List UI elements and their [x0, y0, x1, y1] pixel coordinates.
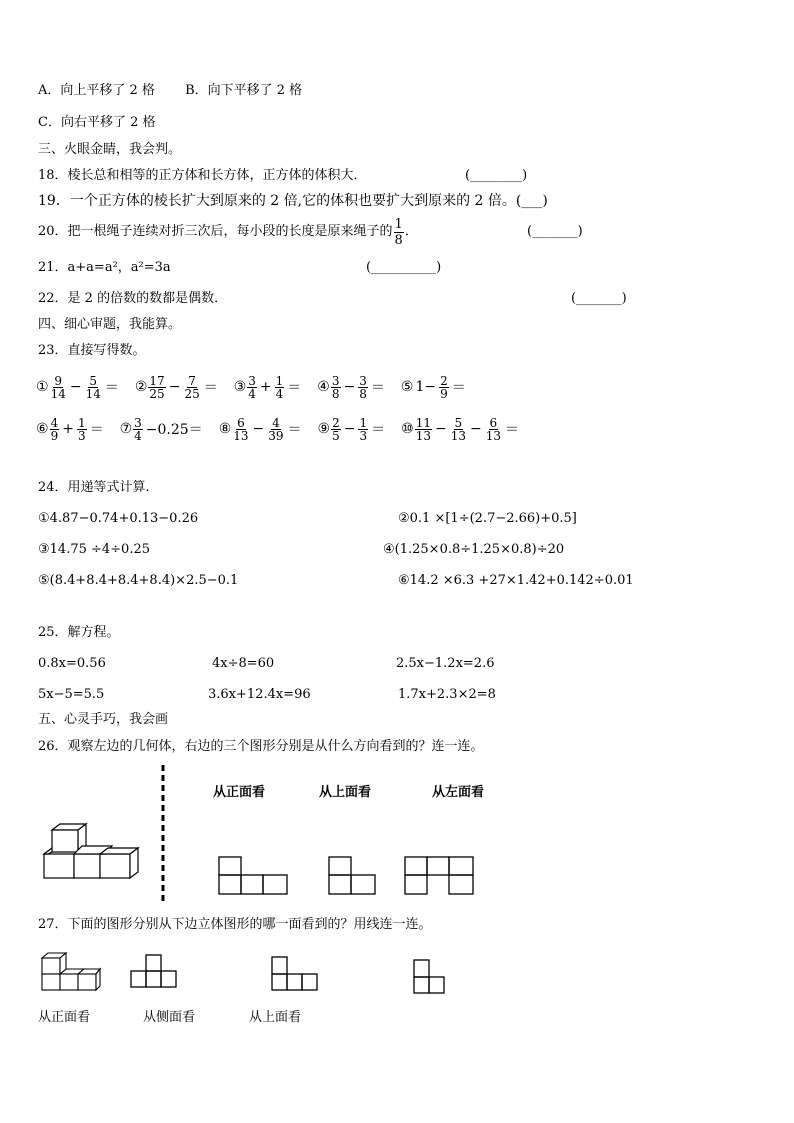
section-3-title: 三、火眼金睛，我会判。	[38, 142, 182, 157]
fraction-denominator: 5	[332, 428, 340, 443]
q27-view-shape-1[interactable]	[131, 955, 179, 991]
q23-item-8	[219, 417, 304, 442]
fraction-denominator: 14	[50, 386, 66, 401]
equation-4: 5x−5=5.5	[38, 687, 105, 702]
q23-item-7	[120, 417, 205, 442]
q23-operator: ＝	[505, 422, 519, 438]
q26-view-shape-3[interactable]	[405, 857, 475, 897]
q23-fraction	[331, 375, 341, 400]
q23-operator: ＝	[371, 422, 386, 438]
q23-item-5	[401, 375, 468, 400]
q24-item-6: ⑥14.2 ×6.3 +27×1.42+0.142÷0.01	[398, 573, 634, 588]
q23-fraction	[50, 417, 60, 442]
fraction-denominator: 4	[248, 386, 256, 401]
answer-blank-21[interactable]: (__________)	[366, 260, 442, 275]
q26-label-left: 从左面看	[432, 785, 485, 800]
q27-solid-figure	[40, 950, 102, 992]
option-a: A．向上平移了 2 格	[38, 83, 155, 98]
fraction-denominator: 13	[415, 428, 431, 443]
fraction-numerator: 6	[489, 415, 498, 430]
q26-solid-figure	[40, 820, 150, 882]
fraction-denominator: 13	[450, 428, 466, 443]
fraction-numerator: 1	[359, 415, 368, 430]
q23-item-2	[135, 375, 220, 400]
q24-item-1: ①4.87−0.74+0.13−0.26	[38, 511, 199, 526]
equation-1: 0.8x=0.56	[38, 656, 106, 671]
q23-fraction	[133, 417, 143, 442]
q27-view-shape-2[interactable]	[272, 957, 320, 993]
q23-item-1	[36, 375, 121, 400]
q23-item-number: ⑨	[317, 421, 331, 437]
fraction-denominator: 3	[359, 428, 368, 443]
question-18: 18．棱长总和相等的正方体和长方体，正方体的体积大．	[38, 168, 367, 183]
q23-operator: −	[343, 421, 356, 437]
fraction-denominator: 4	[134, 428, 142, 443]
fraction-numerator: 2	[440, 373, 448, 388]
q23-operator: −	[252, 421, 265, 437]
fraction-numerator: 4	[272, 415, 280, 430]
q23-item-number: ⑥	[36, 421, 49, 437]
q23-row-1	[36, 369, 482, 405]
q24-item-2: ②0.1 ×[1÷(2.7−2.66)+0.5]	[398, 511, 577, 526]
equation-5: 3.6x+12.4x=96	[208, 687, 311, 702]
q23-operator: ＝	[89, 422, 104, 438]
q27-label-top: 从上面看	[249, 1010, 302, 1025]
q23-fraction	[267, 417, 284, 442]
q23-fraction	[247, 375, 257, 400]
question-22: 22．是 2 的倍数的数都是偶数．	[38, 291, 228, 306]
q23-operator: +	[62, 421, 74, 437]
q23-item-9	[318, 417, 388, 442]
fraction-denominator: 4	[275, 386, 284, 401]
fraction-numerator: 5	[89, 373, 98, 388]
q23-item-4	[317, 375, 387, 400]
q27-label-front: 从正面看	[38, 1010, 91, 1025]
q23-fraction	[148, 375, 165, 400]
q23-operator: ＝	[370, 380, 385, 396]
q24-item-5: ⑤(8.4+8.4+8.4+8.4)×2.5−0.1	[38, 573, 239, 588]
q23-operator: −	[434, 421, 447, 437]
question-26: 26．观察左边的几何体，右边的三个图形分别是从什么方向看到的？连一连。	[38, 739, 484, 754]
q26-view-shape-2[interactable]	[329, 857, 377, 897]
q23-fraction	[439, 375, 449, 400]
q23-row-2	[36, 411, 535, 447]
q23-item-10	[401, 417, 521, 442]
q26-label-front: 从正面看	[213, 785, 266, 800]
question-20-text: 20．把一根绳子连续对折三次后，每小段的长度是原来绳子的	[38, 224, 393, 239]
dashed-divider	[160, 765, 166, 905]
fraction-numerator: 7	[188, 373, 196, 388]
q23-item-3	[234, 375, 304, 400]
equation-3: 2.5x−1.2x=2.6	[396, 656, 495, 671]
section-5-title: 五、心灵手巧，我会画	[38, 712, 169, 727]
question-19: 19．一个正方体的棱长扩大到原来的 2 倍,它的体积也要扩大到原来的 2 倍。(___)	[38, 193, 548, 209]
fraction-numerator: 11	[415, 415, 431, 430]
q23-operator: ＝	[287, 380, 302, 396]
q26-view-shape-1[interactable]	[219, 857, 289, 897]
cube-front-face	[52, 830, 78, 852]
q23-item-6	[36, 417, 106, 442]
q23-item-number: ③	[233, 379, 247, 395]
option-b: B．向下平移了 2 格	[185, 83, 303, 98]
q23-operator: ＝	[287, 422, 302, 438]
fraction-denominator: 13	[233, 428, 249, 443]
fraction-numerator: 3	[331, 373, 340, 388]
fraction-numerator: 5	[454, 415, 463, 430]
q23-operator: −	[343, 379, 356, 395]
fraction-denominator: 3	[77, 428, 86, 443]
q24-item-3: ③14.75 ÷4÷0.25	[38, 542, 151, 557]
fraction-denominator: 13	[485, 428, 501, 443]
q27-view-shape-3[interactable]	[414, 960, 448, 996]
question-27: 27．下面的图形分别从下边立体图形的哪一面看到的？用线连一连。	[38, 917, 432, 932]
q23-fraction	[485, 417, 502, 442]
fraction-denominator: 25	[184, 386, 200, 401]
equation-2: 4x÷8=60	[212, 656, 275, 671]
fraction-denominator: 9	[440, 386, 448, 401]
answer-blank-22[interactable]: (_______)	[571, 291, 627, 306]
option-c: C．向右平移了 2 格	[38, 115, 156, 130]
fraction-denominator: 8	[359, 386, 367, 401]
question-20: 20．把一根绳子连续对折三次后，每小段的长度是原来绳子的 $\frac{1}{8}$ ．	[38, 216, 418, 248]
q23-operator: −	[69, 379, 82, 395]
q23-item-number: ⑦	[119, 421, 133, 437]
q24-item-4: ④(1.25×0.8÷1.25×0.8)÷20	[383, 542, 565, 557]
q23-operator: ＝	[203, 380, 218, 396]
option-row-ab	[38, 83, 302, 99]
fraction-numerator: 3	[134, 415, 142, 430]
fraction-numerator: 6	[237, 415, 245, 430]
q23-operator: +	[259, 379, 272, 395]
question-24-title: 24．用递等式计算.	[38, 480, 150, 495]
fraction-denominator: 39	[268, 428, 284, 443]
fraction-denominator: 25	[149, 386, 165, 401]
q23-operator: −	[168, 379, 181, 395]
fraction-denominator: 9	[50, 428, 59, 443]
q23-fraction	[232, 417, 249, 442]
q23-fraction	[50, 375, 67, 400]
q23-fraction	[450, 417, 467, 442]
q27-label-side: 从侧面看	[143, 1010, 196, 1025]
fraction-numerator: 4	[50, 415, 59, 430]
q23-operator: ＝	[451, 380, 466, 396]
section-4-title: 四、细心审题，我能算。	[38, 317, 182, 332]
q23-fraction	[358, 375, 368, 400]
question-25-title: 25．解方程。	[38, 625, 120, 640]
fraction-numerator: 9	[54, 373, 63, 388]
q23-fraction	[415, 417, 432, 442]
answer-blank-18[interactable]: (________)	[465, 168, 528, 183]
q23-item-number: ④	[317, 379, 330, 395]
fraction-denominator: 8	[331, 386, 340, 401]
q23-operator: ＝	[104, 380, 119, 396]
question-23-title: 23．直接写得数。	[38, 343, 146, 358]
q23-operator: −	[469, 421, 482, 437]
fraction-numerator: 1	[77, 415, 86, 430]
fraction-denominator: 14	[85, 386, 101, 401]
q23-item-number: ②	[134, 379, 148, 395]
q23-item-number: ⑧	[218, 421, 232, 437]
q23-fraction	[331, 417, 341, 442]
fraction-numerator: 2	[332, 415, 340, 430]
q26-label-top: 从上面看	[319, 785, 372, 800]
answer-blank-20[interactable]: (_______)	[527, 224, 583, 239]
q23-fraction	[358, 417, 368, 442]
q23-operator: 1−	[415, 379, 437, 395]
q23-fraction	[77, 417, 87, 442]
q23-fraction	[183, 375, 200, 400]
q23-item-number: ⑩	[401, 421, 414, 437]
q23-item-number: ①	[36, 379, 49, 395]
q23-item-number: ⑤	[400, 379, 414, 395]
fraction-numerator: 1	[275, 373, 284, 388]
fraction-numerator: 3	[359, 373, 367, 388]
question-21: 21．a+a=a²，a²=3a	[38, 260, 171, 275]
q23-fraction	[85, 375, 102, 400]
fraction-numerator: 3	[248, 373, 256, 388]
fraction-one-eighth: $\frac{1}{8}$	[394, 216, 403, 248]
q23-fraction	[275, 375, 285, 400]
equation-6: 1.7x+2.3×2=8	[398, 687, 496, 702]
q23-operator: −0.25＝	[145, 422, 203, 438]
fraction-numerator: 17	[149, 373, 165, 388]
